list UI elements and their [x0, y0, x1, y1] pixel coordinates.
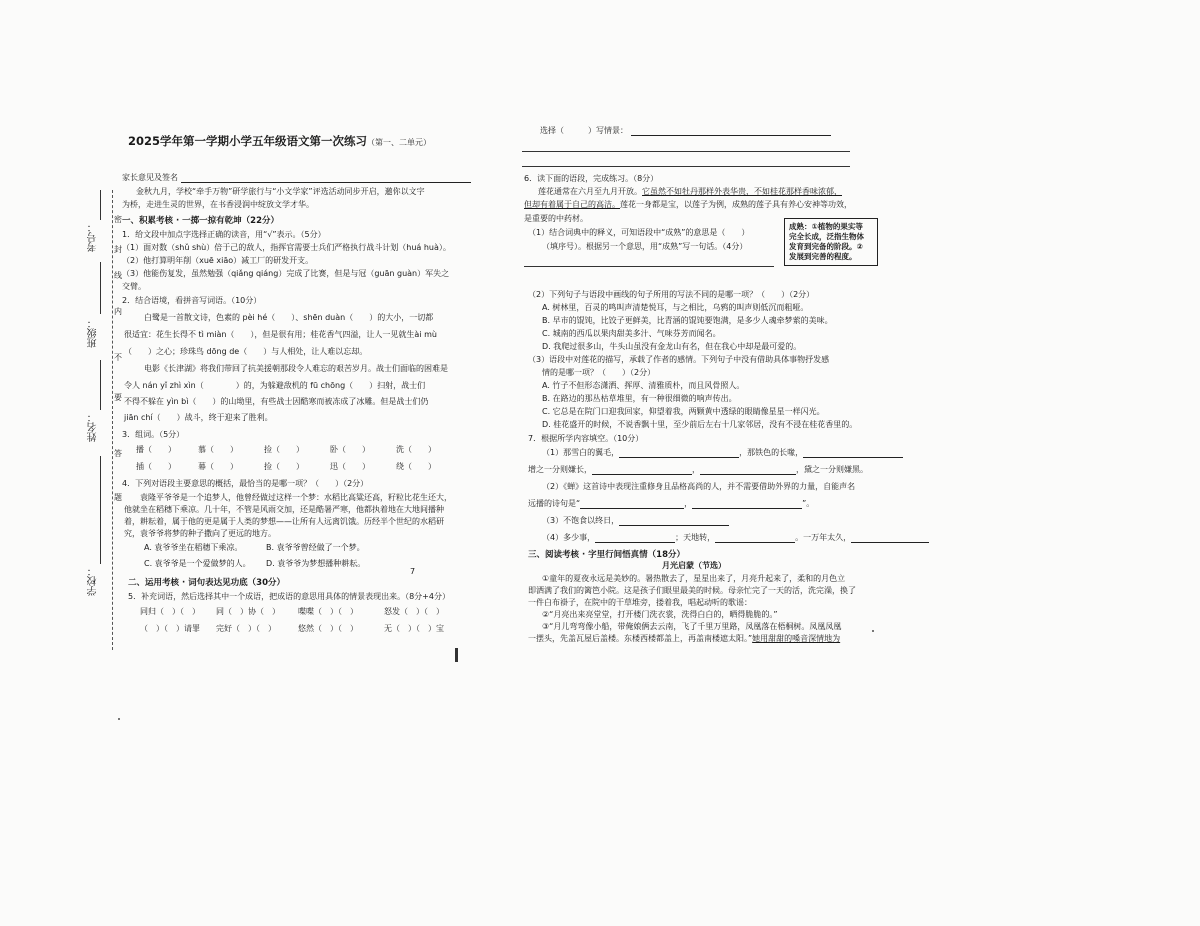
fill-blank[interactable] — [619, 448, 739, 458]
school-blank — [100, 456, 101, 564]
q7-2-text-d: ”。 — [802, 499, 815, 508]
seal-char: 要 — [114, 393, 122, 402]
reading-para-2: ②“月亮出来亮堂堂，打开楼门洗衣裳，洗得白白的，晒得脆脆的。” — [542, 610, 778, 619]
q2-line-4: 电影《长津湖》将我们带回了抗美援朝那段令人难忘的艰苦岁月。战士们面临的困难是 — [144, 364, 448, 373]
name-label: 姓名： — [88, 412, 99, 442]
q4-passage-2: 他就坐在稻穗下乘凉。几十年，不管是风雨交加，还是酷暑严寒，他都执着地在大地间播种 — [124, 505, 444, 514]
q4-passage-4: 究，袁爷爷将梦的种子撒向了更远的地方。 — [124, 529, 276, 538]
seal-char: 题 — [114, 493, 122, 502]
q6-3-heading-cont: 情的是哪一项？（ ）（2分） — [542, 368, 656, 377]
idiom-blank[interactable]: 无（ ）（ ）宝 — [384, 624, 444, 633]
school-label: 学校： — [88, 566, 99, 596]
q6-passage-3: 是重要的中药材。 — [524, 214, 588, 223]
seal-char: 答 — [114, 449, 122, 458]
word-blank[interactable]: 捡（ ） — [264, 462, 304, 471]
q2-heading: 2．结合语境，看拼音写词语。（10分） — [122, 296, 262, 305]
q6-passage-2b: 莲花一身都是宝，以莲子为例，成熟的莲子具有养心安神等功效， — [620, 200, 852, 209]
word-blank[interactable]: 插（ ） — [136, 462, 176, 471]
title-note: （第一、二单元） — [367, 138, 432, 147]
word-blank[interactable]: 卧（ ） — [330, 445, 370, 454]
q1-heading: 1．给文段中加点字选择正确的读音，用“√”表示。（5分） — [122, 230, 326, 239]
parent-sign-blank[interactable] — [181, 173, 471, 183]
q6-2-option-a[interactable]: A. 树林里，百灵的鸣叫声清楚悦耳，与之相比，乌鸦的叫声则低沉而粗哑。 — [542, 303, 809, 312]
q1-item-2: （2）他打算明年削（xuē xiāo）减工厂的研发开支。 — [122, 256, 314, 265]
section-3-heading: 三、阅读考核 · 字里行间悟真情（18分） — [528, 550, 685, 560]
q7-2-line: （2）《蝉》这首诗中表现注重修身且品格高尚的人，并不需要借助外界的力量，自能声名 — [542, 482, 856, 491]
definition-line: 成熟：①植物的果实等 — [789, 222, 863, 231]
reading-para-3b — [528, 634, 840, 644]
word-blank[interactable]: 慕（ ） — [198, 445, 238, 454]
q6-passage-1 — [538, 187, 842, 197]
word-blank[interactable]: 迅（ ） — [330, 462, 370, 471]
scan-speck — [872, 630, 874, 632]
intro-line-2: 为桥，走进生灵的世界，在书香浸润中绽放文学才华。 — [122, 200, 314, 209]
section-1-heading: 一、积累考核 · 一掷一掠有乾坤（22分） — [122, 216, 279, 226]
word-blank[interactable]: 播（ ） — [136, 445, 176, 454]
exam-number-label: 考号： — [88, 222, 99, 252]
q4-option-c[interactable]: C. 袁爷爷是一个爱做梦的人。 — [144, 559, 251, 568]
idiom-blank[interactable]: 完好（ ）（ ） — [216, 624, 276, 633]
fill-blank[interactable] — [692, 499, 802, 509]
fill-blank[interactable] — [700, 465, 796, 475]
word-blank[interactable]: 洗（ ） — [396, 445, 436, 454]
q7-3-text: （3）不饱食以终日， — [542, 516, 620, 525]
q7-1-text-c: 增之一分则嫌长， — [528, 465, 592, 474]
q2-line-1: 白鹭是一首散文诗，色素的 pèi hé（ ）、shēn duàn（ ）的大小，一切都 — [144, 313, 434, 322]
idiom-blank[interactable]: 悠然（ ）（ ） — [298, 624, 358, 633]
q6-passage-2 — [524, 200, 852, 210]
reading-para-3b-text: 一摆头，先盖瓦屋后盖楼。东楼西楼都盖上，再盖南楼遮太阳。” — [528, 634, 753, 643]
word-blank[interactable]: 绕（ ） — [396, 462, 436, 471]
fill-blank[interactable] — [803, 448, 903, 458]
title-text: 2025学年第一学期小学五年级语文第一次练习 — [128, 134, 368, 148]
q4-passage-1: 袁隆平爷爷是一个追梦人，他曾经做过这样一个梦：水稻比高粱还高，籽粒比花生还大， — [140, 493, 452, 502]
q3-row-1 — [136, 445, 462, 455]
q2-line-7: jiān chí（ ）战斗，终于迎来了胜利。 — [124, 413, 273, 422]
q6-1-line-2: （填序号）。根据另一个意思，用“成熟”写一句话。（4分） — [542, 242, 748, 251]
q6-passage-1a: 莲花通常在六月至九月开放。 — [538, 187, 642, 196]
q5-row-1 — [140, 607, 466, 617]
page-title — [128, 133, 431, 149]
word-blank[interactable]: 捡（ ） — [264, 445, 304, 454]
q7-2-text-c: ， — [684, 499, 693, 508]
section-2-heading: 二、运用考核 · 词句表达见功底（30分） — [128, 578, 285, 588]
q7-4-text-c: 。一万年太久， — [795, 533, 852, 542]
seal-char: 密 — [114, 215, 122, 224]
reading-para-3: ③“月儿弯弯像小船，带俺娘俩去云南，飞了千里万里路，凤凰落在梧桐树。凤凰凤凰 — [542, 622, 842, 631]
q3-row-2 — [136, 462, 462, 472]
q7-2-line-2 — [528, 499, 814, 509]
page-number: 7 — [410, 567, 416, 576]
fill-blank[interactable] — [851, 533, 929, 543]
q7-1-text-d: ， — [692, 465, 700, 474]
reading-para-1: ①童年的夏夜永远是美妙的。暑热散去了，星星出来了，月亮升起来了，柔和的月色立 — [542, 574, 846, 583]
q6-3-option-c[interactable]: C. 它总是在院门口迎我回家，仰望着我，两颗黄中透绿的眼睛像星星一样闪光。 — [542, 407, 825, 416]
name-blank — [100, 360, 101, 410]
scene-blank-3[interactable] — [522, 166, 850, 167]
q6-2-heading: （2）下列句子与语段中画线的句子所用的写法不同的是哪一项？（ ）（2分） — [528, 290, 815, 299]
scene-blank-2[interactable] — [522, 151, 850, 152]
q6-1-line-1: （1）结合词典中的释义，可知语段中“成熟”的意思是（ ） — [528, 228, 750, 237]
definition-line: 完全长成，泛指生物体 — [789, 232, 864, 241]
q3-heading: 3．组词。（5分） — [122, 430, 185, 439]
q7-1-line — [542, 448, 903, 458]
q1-item-3: （3）他能伤复发，虽然勉强（qiǎng qiáng）完成了比赛，但是与冠（guān guàn）军失之 — [122, 269, 450, 278]
fill-blank[interactable] — [715, 533, 795, 543]
q4-option-b[interactable]: B. 袁爷爷曾经做了一个梦。 — [266, 543, 365, 552]
q6-3-option-d[interactable]: D. 桂花盛开的时候，不说香飘十里，至少前后左右十几家邻居，没有不浸在桂花香里的。 — [542, 420, 858, 429]
q7-1-text-a: （1）那雪白的翼毛， — [542, 448, 620, 457]
q2-line-2: 很适宜：花生长得不 tì miàn（ ），但是很有用；桂花香气四溢，让人一见就生ài mù — [124, 330, 437, 339]
q4-option-a[interactable]: A. 袁爷爷坐在稻穗下乘凉。 — [144, 543, 243, 552]
fill-blank[interactable] — [619, 516, 729, 526]
seal-char: 封 — [114, 245, 122, 254]
q5-heading: 5．补充词语，然后选择其中一个成语，把成语的意思用具体的情景表现出来。（8分+4分） — [128, 592, 450, 601]
class-blank — [100, 262, 101, 314]
seal-char: 不 — [114, 353, 122, 362]
intro-line-1: 金秋九月，学校“牵手万物”研学旅行与“小文学家”评选活动同步开启，邀你以文字 — [136, 187, 425, 196]
q5-row-2 — [140, 624, 466, 634]
q6-1-answer-blank[interactable] — [524, 266, 774, 267]
scan-speck — [118, 718, 120, 720]
q6-3-option-b[interactable]: B. 在路边的那丛枯草堆里，有一种很细微的响声传出。 — [542, 394, 737, 403]
q6-2-option-c[interactable]: C. 城南的西瓜以果肉甜美多汁、气味芬芳而闻名。 — [542, 329, 721, 338]
q6-underlined-1: 它虽然不如牡丹那样外表华贵，不如桂花那样香味浓郁， — [642, 187, 842, 196]
fill-blank[interactable] — [580, 499, 684, 509]
q2-line-3: （ ）之心；珍珠鸟 dōng de（ ）与人相处，让人难以忘却。 — [124, 347, 368, 356]
reading-para-1c: 一件白布褂子，在院中的干草堆旁，搂着我，唱起动听的歌谣： — [528, 598, 752, 607]
q7-3-line — [542, 516, 729, 526]
idiom-blank[interactable]: 同（ ）协（ ） — [216, 607, 280, 616]
reading-para-1b: 即洒满了我们的篱笆小院。这是孩子们眼里最美的时候。母亲忙完了一天的活，洗完澡，换了 — [528, 586, 856, 595]
q6-heading: 6．读下面的语段，完成练习。（8分） — [524, 174, 659, 183]
q2-line-6: 不得不躲在 yìn bì（ ）的山坳里，有些战士因酷寒而被冻成了冰雕。但是战士们仍 — [124, 397, 429, 406]
class-label: 班级： — [88, 318, 99, 348]
seal-char: 线 — [114, 271, 122, 280]
binding-line-top — [112, 190, 113, 650]
scene-blank-1[interactable] — [631, 126, 831, 136]
q7-2-text-b: 远播的诗句是“ — [528, 499, 581, 508]
reading-title: 月光启蒙（节选） — [662, 561, 726, 570]
fill-blank[interactable] — [592, 465, 692, 475]
q4-heading: 4．下列对语段主要意思的概括，最恰当的是哪一项？（ ）（2分） — [122, 479, 369, 488]
idiom-blank[interactable]: （ ）（ ）请罪 — [140, 624, 200, 633]
q2-line-5: 令人 nán yǐ zhì xìn（ ）的，为躲避敌机的 fū chōng（ ）扫射，战士们 — [124, 381, 426, 390]
scan-mark — [455, 648, 458, 662]
q6-2-option-b[interactable]: B. 早市的馄饨，比饺子更鲜美，比青涵的馄饨要饱满，是多少人魂牵梦萦的美味。 — [542, 316, 833, 325]
q6-3-option-a[interactable]: A. 竹子不但形态潇洒、挥厚、清雅质朴，而且风骨照人。 — [542, 381, 745, 390]
q7-1-line-2 — [528, 465, 868, 475]
q7-4-line — [542, 533, 929, 543]
q1-item-3-cont: 交臂。 — [122, 282, 146, 291]
q6-3-heading: （3）语段中对莲花的描写，承载了作者的感情。下列句子中没有借助具体事物抒发感 — [528, 355, 830, 364]
exam-number-blank — [100, 190, 101, 220]
q4-option-d[interactable]: D. 袁爷爷为梦想播种耕耘。 — [266, 559, 366, 568]
q6-underlined-2: 但却有着属于自己的高洁。 — [524, 200, 620, 209]
idiom-blank[interactable]: 怒发（ ）（ ） — [384, 607, 444, 616]
reading-underlined: 她用甜甜的嗓音深情地为 — [752, 634, 841, 643]
q4-passage-3: 着，耕耘着，属于他的更是属于人类的梦想——让所有人远离饥饿。历经半个世纪的水稻研 — [124, 517, 444, 526]
q7-4-text-a: （4）多少事， — [542, 533, 596, 542]
definition-line: 发育到完备的阶段。② — [789, 242, 863, 251]
q7-1-text-e: ，黛之一分则嫌黑。 — [796, 465, 868, 474]
dictionary-definition-box — [784, 218, 878, 266]
idiom-blank[interactable]: 喋喋（ ）（ ） — [298, 607, 358, 616]
fill-blank[interactable] — [595, 533, 675, 543]
select-idiom-label: 选择（ ）写情景： — [540, 126, 628, 135]
parent-sign-label: 家长意见及签名 — [122, 173, 178, 182]
select-idiom-line — [540, 126, 831, 136]
q6-2-option-d[interactable]: D. 我爬过很多山，牛头山虽没有金龙山有名，但在我心中却是最可爱的。 — [542, 342, 802, 351]
q1-item-1: （1）面对数（shǔ shù）倍于己的敌人，指挥官需要士兵们严格执行战斗计划（huá huà）。 — [122, 243, 451, 252]
idiom-blank[interactable]: 同归（ ）（ ） — [140, 607, 200, 616]
seal-char: 内 — [114, 307, 122, 316]
q7-4-text-b: ；天地转， — [675, 533, 716, 542]
definition-line: 发展到完善的程度。 — [789, 252, 857, 261]
word-blank[interactable]: 幕（ ） — [198, 462, 238, 471]
parent-sign-field[interactable] — [122, 173, 471, 183]
q7-1-text-b: ，那铁色的长喙， — [739, 448, 804, 457]
q7-heading: 7．根据所学内容填空。（10分） — [528, 434, 644, 443]
